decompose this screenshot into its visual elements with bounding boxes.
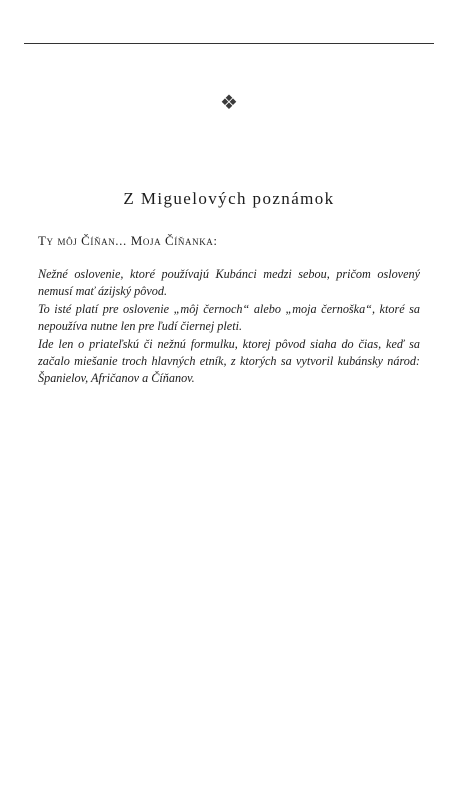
entry-paragraph: To isté platí pre oslovenie „môj černoch“ alebo „moja černoška“, ktoré sa nepoužíva nutne len pre ľudí čiernej pleti.: [38, 301, 420, 334]
entry-body: [38, 266, 420, 388]
top-divider: [24, 43, 434, 44]
entry-heading: Ty môj Číňan... Moja Číňanka:: [38, 233, 218, 248]
section-title: Z Miguelových poznámok: [123, 189, 335, 208]
entry-paragraph: Nežné oslovenie, ktoré používajú Kubánci medzi sebou, pričom oslovený nemusí mať ázijský pôvod.: [38, 267, 420, 299]
ornament-diamond-icon: ❖: [220, 90, 238, 114]
entry-paragraph: Ide len o priateľskú či nežnú formulku, ktorej pôvod siaha do čias, keď sa začalo miešanie troch hlavných etník, z ktorých sa vytvoril kubánsky národ: Španielov, Afričanov a Číňanov.: [38, 336, 420, 386]
